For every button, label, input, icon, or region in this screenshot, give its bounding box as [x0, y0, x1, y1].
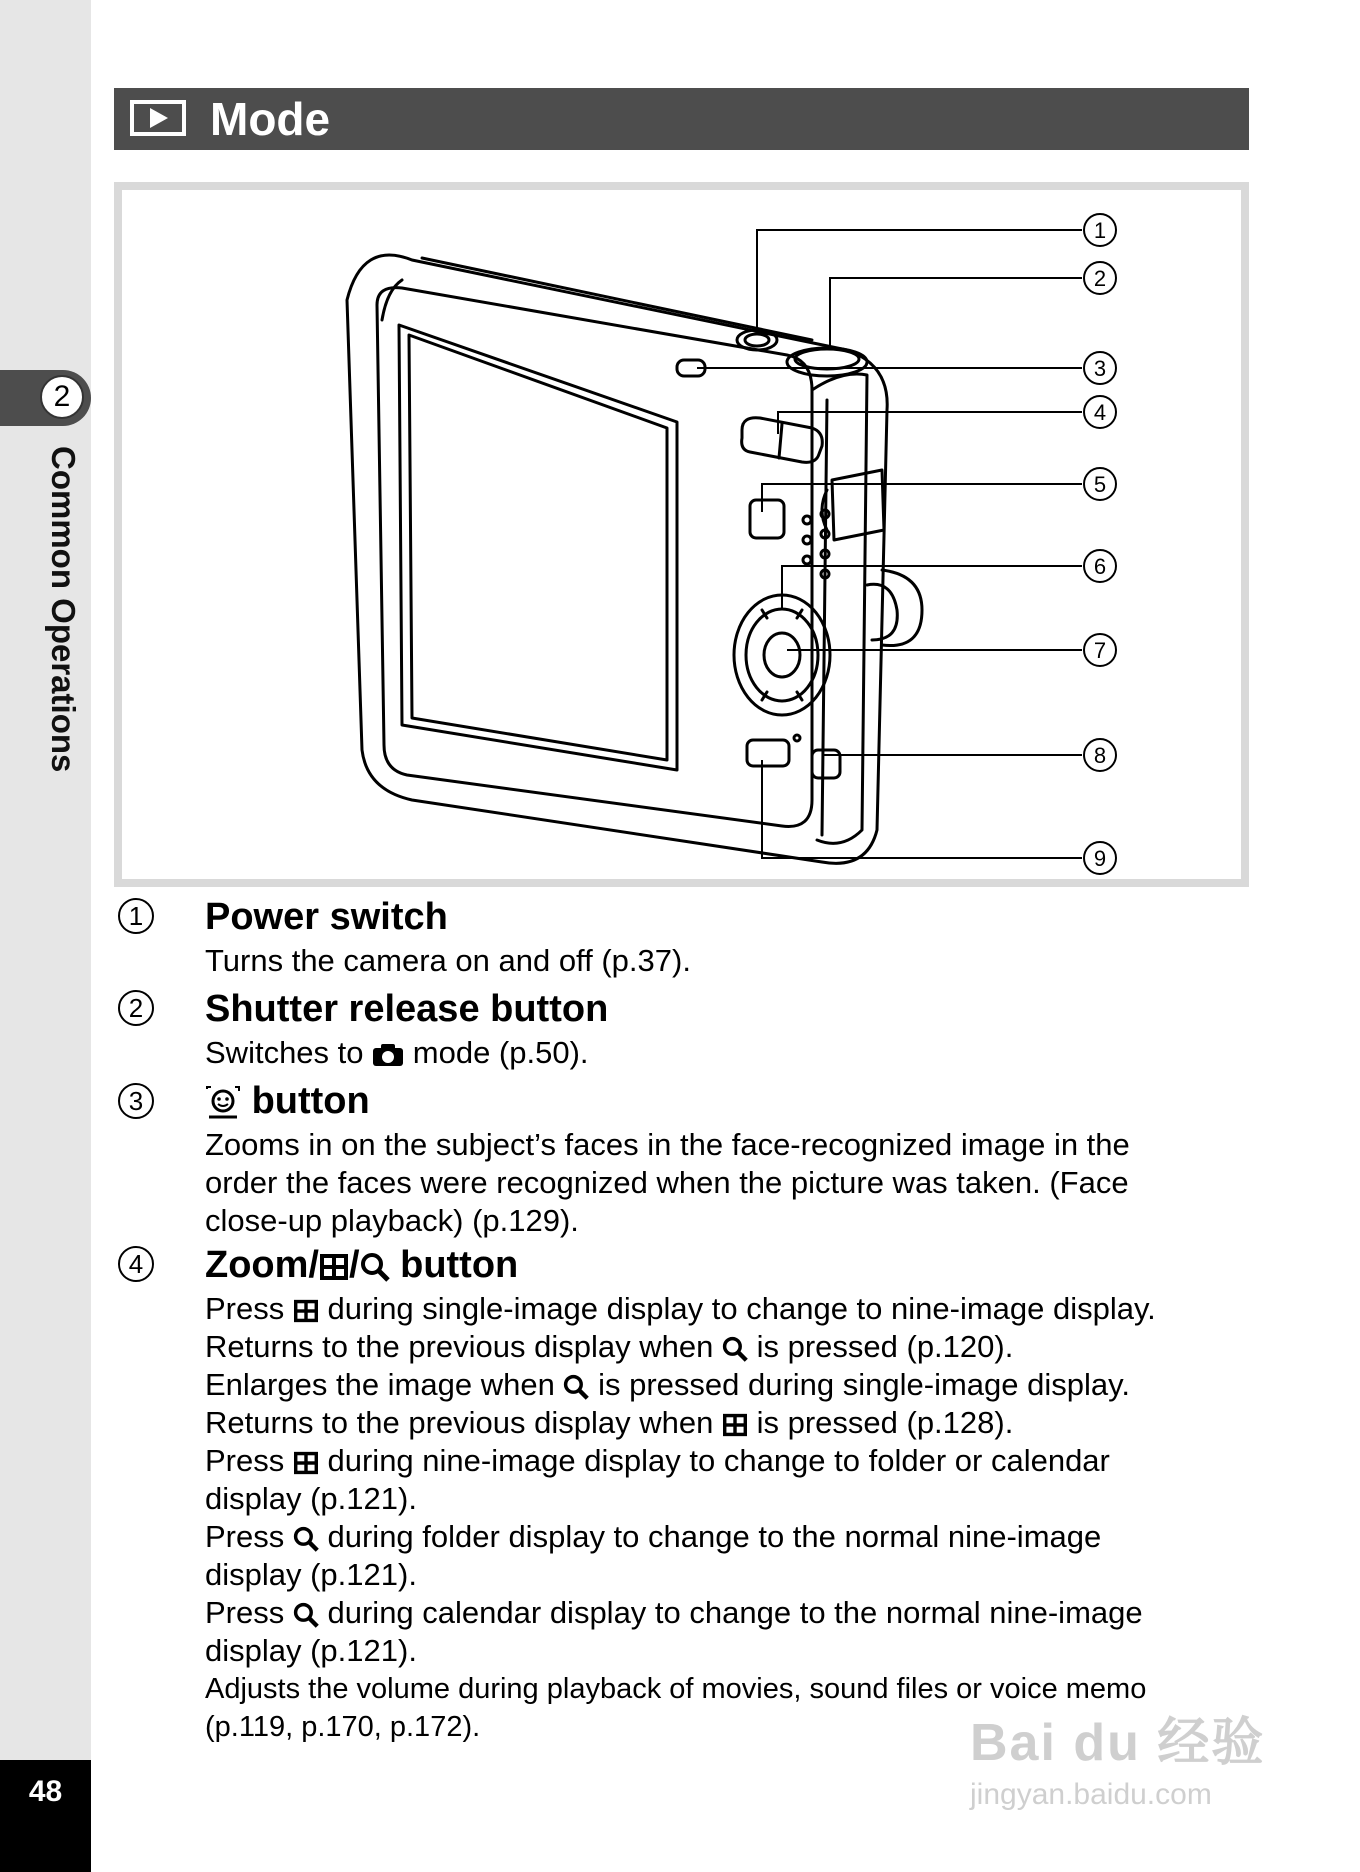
callout-7	[1084, 634, 1116, 666]
desc-line: display (p.121).	[205, 1481, 417, 1516]
item-number: 4	[118, 1246, 154, 1282]
svg-text:7: 7	[1093, 638, 1107, 663]
page-number: 48	[28, 1775, 63, 1808]
magnify-icon	[293, 1602, 319, 1628]
callout-9	[1084, 842, 1116, 874]
item-title-power-switch: Power switch	[205, 896, 448, 938]
watermark-url: jingyan.baidu.com	[970, 1778, 1212, 1811]
magnify-icon	[563, 1374, 589, 1400]
desc-line: (p.119, p.170, p.172).	[205, 1711, 481, 1743]
section-title-bar	[114, 88, 1249, 150]
desc-line: Press during nine-image display to change to folder or calendar	[205, 1443, 1110, 1478]
grid-icon	[293, 1299, 319, 1323]
svg-text:6: 6	[1093, 554, 1107, 579]
desc-line: display (p.121).	[205, 1633, 417, 1668]
sidebar	[0, 0, 91, 1872]
callout-8	[1084, 739, 1116, 771]
item-title-face-button: button	[205, 1079, 370, 1123]
chapter-number: 2	[40, 375, 84, 419]
camera-figure	[114, 182, 1249, 887]
item-description: Switches to mode (p.50).	[205, 1035, 589, 1070]
callout-2	[1084, 262, 1116, 294]
desc-line: Press during single-image display to change to nine-image display.	[205, 1291, 1156, 1326]
watermark-logo: Bai du 经验	[970, 1714, 1266, 1772]
desc-line: Adjusts the volume during playback of movies, sound files or voice memo	[205, 1673, 1147, 1705]
callout-4	[1084, 396, 1116, 428]
camera-icon	[372, 1043, 404, 1067]
item-description: Zooms in on the subject’s faces in the face-recognized image in the order the faces were recognized when the picture was taken. (Face close-up playback) (p.129).	[205, 1127, 1130, 1238]
svg-text:9: 9	[1093, 846, 1107, 871]
callout-1	[1084, 214, 1116, 246]
grid-icon	[722, 1413, 748, 1437]
svg-text:8: 8	[1093, 743, 1107, 768]
svg-text:1: 1	[1093, 218, 1107, 243]
playback-icon	[130, 100, 186, 136]
magnify-icon	[360, 1252, 390, 1282]
callout-5	[1084, 468, 1116, 500]
face-icon	[205, 1085, 241, 1121]
item-number: 3	[118, 1083, 154, 1119]
item-title-shutter-release: Shutter release button	[205, 988, 609, 1030]
desc-line: Press during calendar display to change to the normal nine-image	[205, 1595, 1143, 1630]
svg-text:2: 2	[1093, 266, 1107, 291]
item-description: Turns the camera on and off (p.37).	[205, 943, 691, 978]
page-title: Mode	[210, 93, 331, 145]
zoom-description	[205, 1290, 1255, 1746]
item-number: 2	[118, 990, 154, 1026]
callout-3	[1084, 352, 1116, 384]
magnify-icon	[293, 1526, 319, 1552]
svg-text:5: 5	[1093, 472, 1107, 497]
item-number: 1	[118, 898, 154, 934]
grid-icon	[319, 1253, 349, 1281]
desc-line: display (p.121).	[205, 1557, 417, 1592]
chapter-label: Common Operations	[45, 446, 82, 773]
desc-line: Press during folder display to change to the normal nine-image	[205, 1519, 1102, 1554]
item-title-zoom-button: Zoom/ / button	[205, 1244, 519, 1286]
svg-text:3: 3	[1093, 356, 1107, 381]
desc-line: Returns to the previous display when is pressed (p.120).	[205, 1329, 1014, 1364]
callout-6	[1084, 550, 1116, 582]
desc-line: Enlarges the image when is pressed during single-image display.	[205, 1367, 1130, 1402]
grid-icon	[293, 1451, 319, 1475]
magnify-icon	[722, 1336, 748, 1362]
desc-line: Returns to the previous display when is pressed (p.128).	[205, 1405, 1014, 1440]
svg-text:4: 4	[1093, 400, 1107, 425]
camera-illustration	[122, 190, 1241, 879]
